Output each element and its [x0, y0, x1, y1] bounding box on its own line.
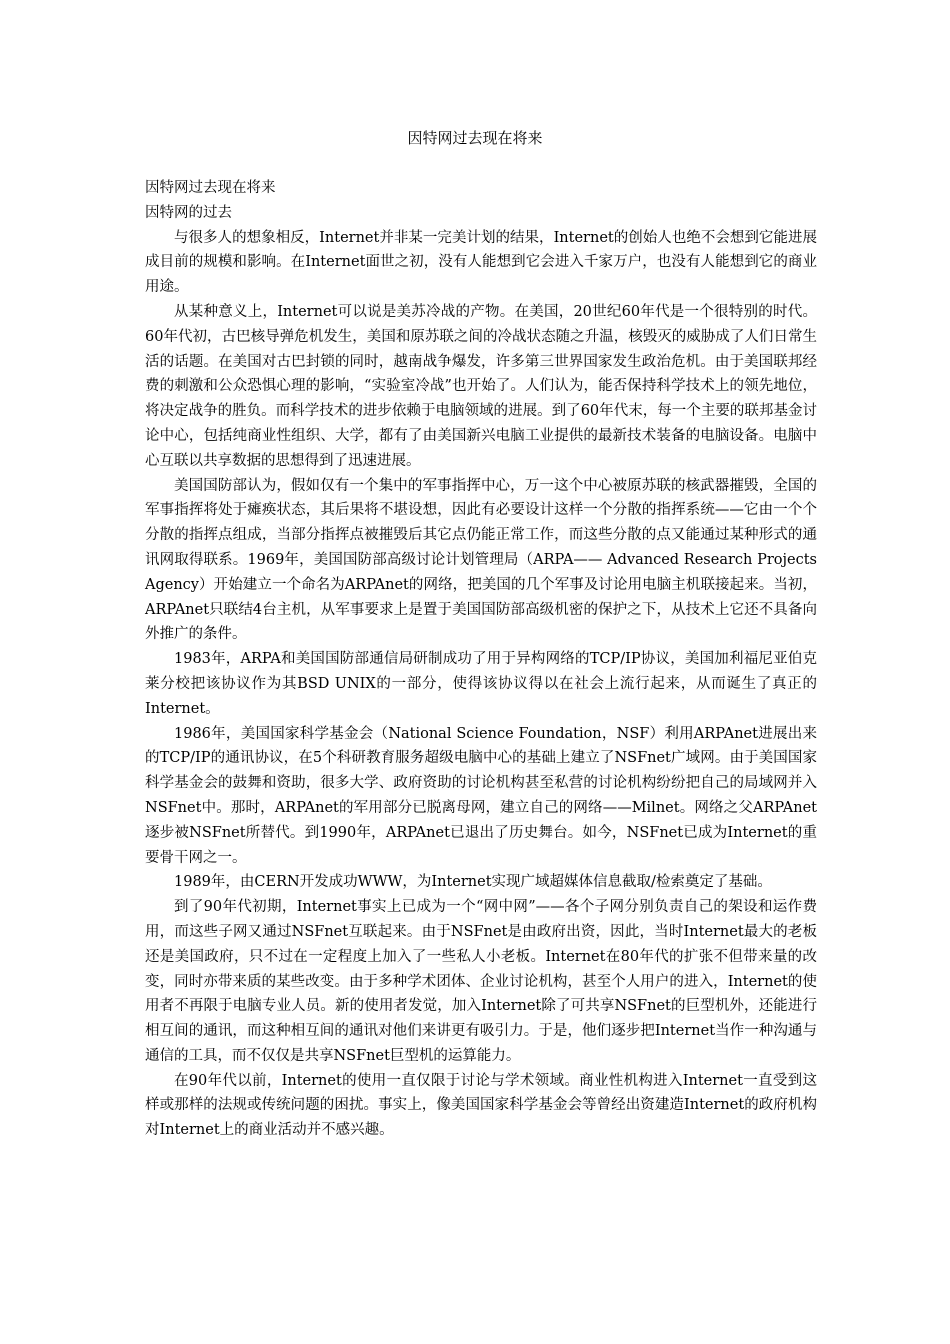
paragraph: 在90年代以前，Internet的使用一直仅限于讨论与学术领域。商业性机构进入Internet一直受到这样或那样的法规或传统问题的困扰。事实上，像美国国家科学基金会等曾经出资建造Internet的政府机构对Internet上的商业活动并不感兴趣。 — [145, 1072, 817, 1139]
document-heading: 因特网过去现在将来 — [145, 180, 276, 196]
paragraph: 到了90年代初期，Internet事实上已成为一个“网中网”——各个子网分别负责自己的架设和运作费用，而这些子网又通过NSFnet互联起来。由于NSFnet是由政府出资，因此，当时Internet最大的老板还是美国政府，只不过在一定程度上加入了一些私人小老板。Internet在80年代的扩张不但带来量的改变，同时亦带来质的某些改变。由于多种学术团体、企业讨论机构，甚至个人用户的进入，Internet的使用者不再限于电脑专业人员。新的使用者发觉，加入Internet除了可共享NSFnet的巨型机外，还能进行相互间的通讯，而这种相互间的通讯对他们来讲更有吸引力。于是，他们逐步把Internet当作一种沟通与通信的工具，而不仅仅是共享NSFnet巨型机的运算能力。 — [145, 899, 817, 1064]
paragraph: 1986年，美国国家科学基金会（National Science Foundation，NSF）利用ARPAnet进展出来的TCP/IP的通讯协议，在5个科研教育服务超级电脑中心的基础上建立了NSFnet广域网。由于美国国家科学基金会的鼓舞和资助，很多大学、政府资助的讨论机构甚至私营的讨论机构纷纷把自己的局域网并入NSFnet中。那时，ARPAnet的军用部分已脱离母网，建立自己的网络——Milnet。网络之父ARPAnet逐步被NSFnet所替代。到1990年，ARPAnet已退出了历史舞台。如今，NSFnet已成为Internet的重要骨干网之一。 — [145, 725, 817, 866]
paragraph: 1989年，由CERN开发成功WWW，为Internet实现广域超媒体信息截取/检索奠定了基础。 — [174, 874, 772, 891]
paragraph: 从某种意义上，Internet可以说是美苏冷战的产物。在美国，20世纪60年代是一个很特别的时代。60年代初，古巴核导弹危机发生，美国和原苏联之间的冷战状态随之升温，核毁灭的威胁成了人们日常生活的话题。在美国对古巴封锁的同时，越南战争爆发，许多第三世界国家发生政治危机。由于美国联邦经费的刺激和公众恐惧心理的影响，“实验室冷战”也开始了。人们认为，能否保持科学技术上的领先地位，将决定战争的胜负。而科学技术的进步依赖于电脑领域的进展。到了60年代末，每一个主要的联邦基金讨论中心，包括纯商业性组织、大学，都有了由美国新兴电脑工业提供的最新技术装备的电脑设备。电脑中心互联以共享数据的思想得到了迅速进展。 — [145, 303, 817, 469]
document-title: 因特网过去现在将来 — [407, 129, 543, 147]
paragraph: 美国国防部认为，假如仅有一个集中的军事指挥中心，万一这个中心被原苏联的核武器摧毁，全国的军事指挥将处于瘫痪状态，其后果将不堪设想，因此有必要设计这样一个分散的指挥系统——它由一个个分散的指挥点组成，当部分指挥点被摧毁后其它点仍能正常工作，而这些分散的点又能通过某种形式的通讯网取得联系。1969年，美国国防部高级讨论计划管理局（ARPA—— Advanced Research Projects Agency）开始建立一个命名为ARPAnet的网络，把美国的几个军事及讨论用电脑主机联接起来。当初，ARPAnet只联结4台主机，从军事要求上是置于美国国防部高级机密的保护之下，从技术上它还不具备向外推广的条件。 — [145, 477, 817, 643]
section-heading: 因特网的过去 — [145, 204, 232, 221]
paragraph: 与很多人的想象相反，Internet并非某一完美计划的结果，Internet的创始人也绝不会想到它能进展成目前的规模和影响。在Internet面世之初，没有人能想到它会进入千家万户，也没有人能想到它的商业用途。 — [145, 229, 817, 296]
paragraph: 1983年，ARPA和美国国防部通信局研制成功了用于异构网络的TCP/IP协议，美国加利福尼亚伯克莱分校把该协议作为其BSD UNIX的一部分，使得该协议得以在社会上流行起来，从而诞生了真正的Internet。 — [145, 651, 817, 717]
document-body — [145, 176, 817, 1143]
